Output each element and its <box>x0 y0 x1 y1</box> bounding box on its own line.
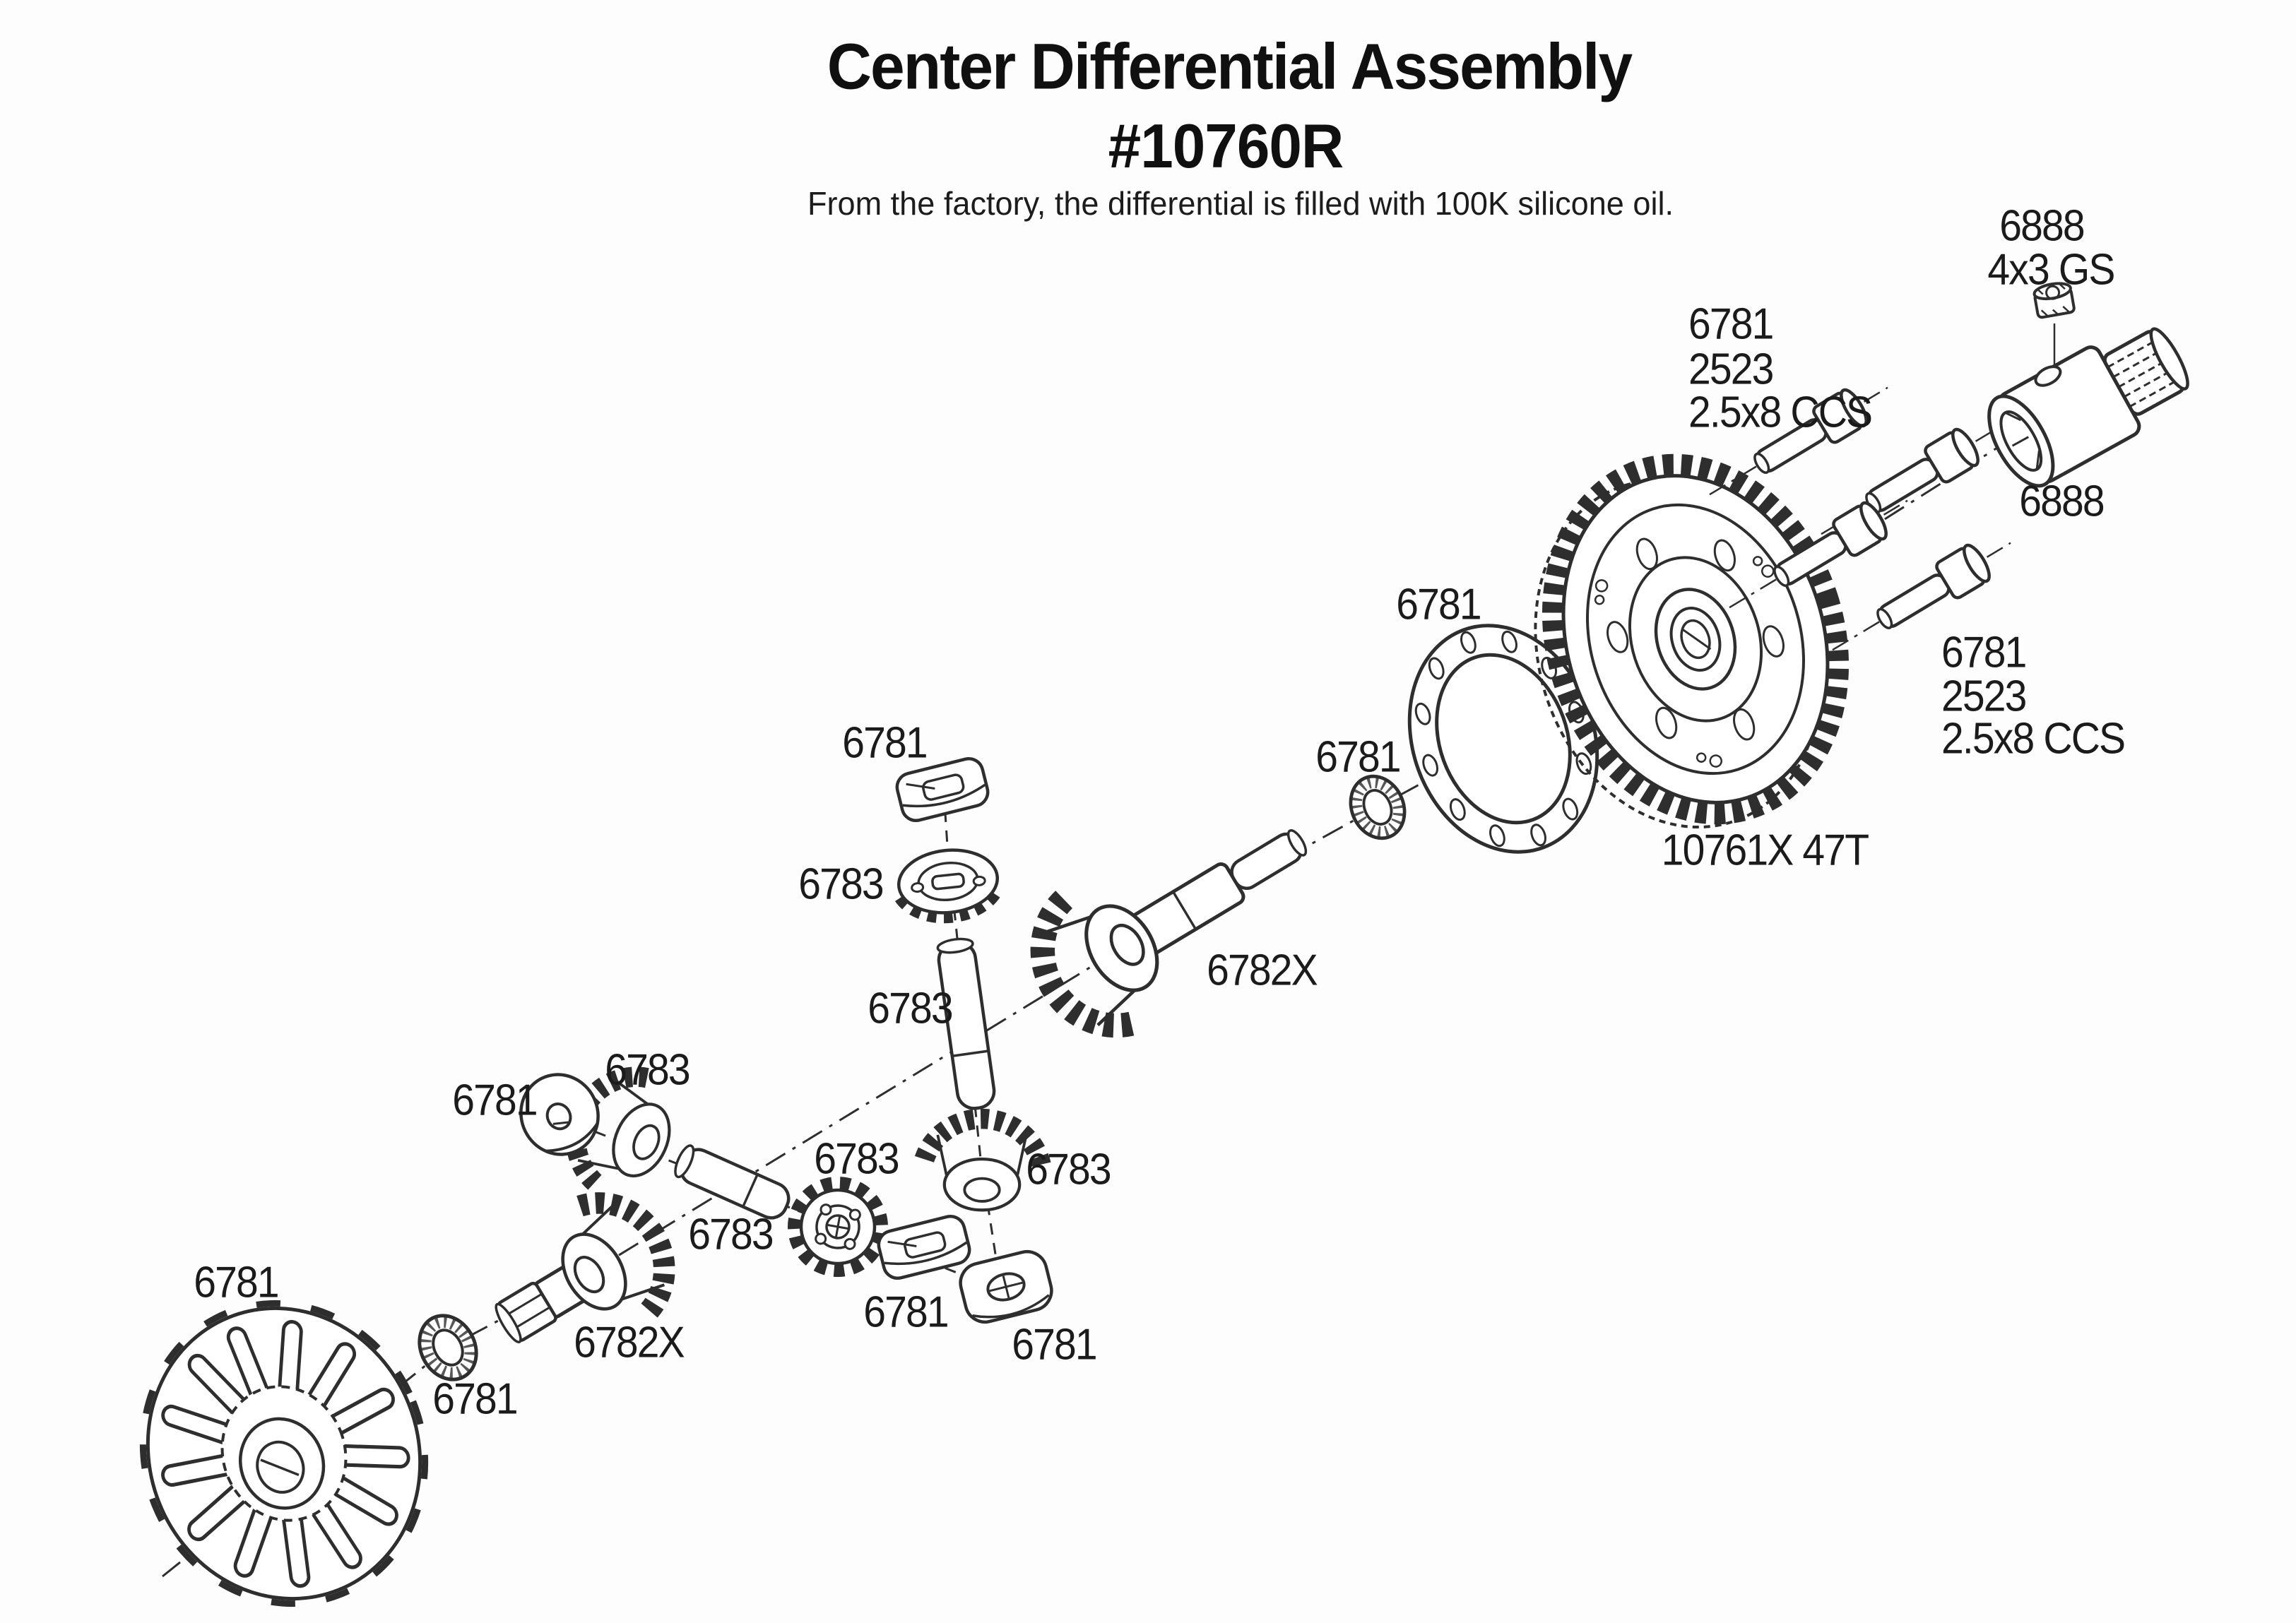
part-label-screws-top-alt: 2523 <box>1688 345 1773 394</box>
part-label-screws-bottom-alt: 2523 <box>1941 672 2026 721</box>
part-label-screws-top-part: 6781 <box>1688 299 1773 349</box>
assembly-number: #10760R <box>1108 111 1344 181</box>
page-title: Center Differential Assembly <box>827 30 1632 103</box>
part-label-output-gear-lower-part: 6782X <box>574 1318 684 1367</box>
part-label-pin-vertical-part: 6783 <box>868 984 952 1033</box>
part-label-screws-top-size: 2.5x8 CCS <box>1688 388 1872 437</box>
part-label-output-gear-upper-part: 6782X <box>1207 946 1317 995</box>
part-label-d-washer-part: 6781 <box>452 1076 537 1125</box>
output-gear-upper-drawing <box>1017 779 1339 1051</box>
part-label-bevel-right-part: 6783 <box>1026 1145 1111 1194</box>
part-label-gear-face-part: 6783 <box>814 1134 899 1184</box>
bevel-right-drawing <box>923 1119 1041 1210</box>
part-label-pad-bottom-part: 6781 <box>863 1288 948 1337</box>
part-label-oring-left-part: 6781 <box>432 1374 517 1424</box>
part-label-pin-cross-part: 6783 <box>688 1210 773 1259</box>
diff-housing-drawing <box>98 1261 470 1623</box>
part-label-screws-bottom-size: 2.5x8 CCS <box>1941 714 2125 763</box>
spider-gear-top-drawing <box>896 845 1001 919</box>
part-label-spur-gear-part: 10761X 47T <box>1661 826 1869 875</box>
part-label-gasket-part: 6781 <box>1396 580 1481 629</box>
part-label-pad-top-part: 6781 <box>842 718 927 768</box>
coupler-drawing <box>1975 309 2201 496</box>
part-label-bevel-left-part: 6783 <box>605 1045 690 1095</box>
part-label-coupler-part: 6888 <box>2019 477 2104 526</box>
pad-bottom-drawing <box>876 1213 973 1281</box>
part-label-housing-part: 6781 <box>194 1258 278 1307</box>
part-label-washer-part: 6781 <box>1012 1320 1096 1369</box>
part-label-set-screw-size: 4x3 GS <box>1987 245 2114 295</box>
part-label-oring-mid-part: 6781 <box>1315 732 1400 782</box>
spider-gear-face-drawing <box>788 1177 887 1276</box>
washer-drawing <box>957 1247 1056 1326</box>
part-label-set-screw-part: 6888 <box>1999 201 2084 251</box>
part-label-screws-bottom-part: 6781 <box>1941 628 2026 677</box>
part-label-gear-top-part: 6783 <box>798 860 883 909</box>
factory-note: From the factory, the differential is filled with 100K silicone oil. <box>807 185 1674 222</box>
